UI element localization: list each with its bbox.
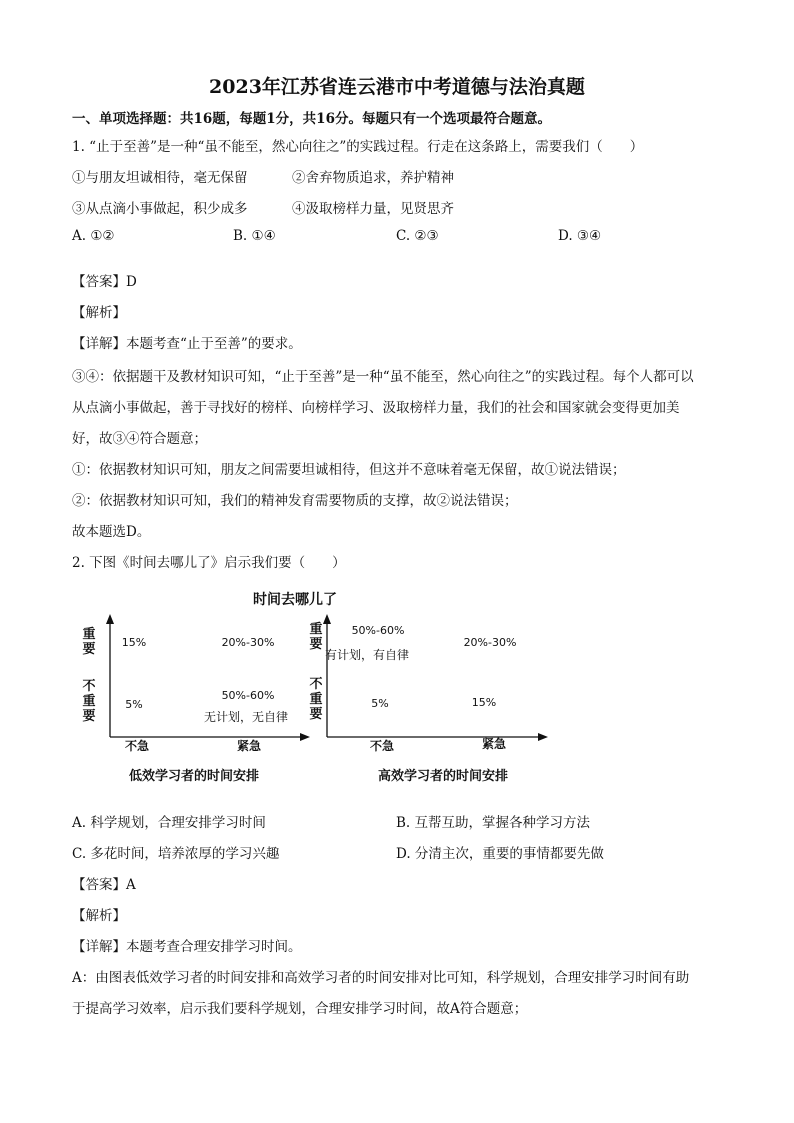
left-panel-caption: 低效学习者的时间安排 [128, 769, 260, 784]
q2-option-a: A. 科学规划，合理安排学习时间 [72, 815, 266, 831]
left-x-label-not-urgent: 不急 [124, 739, 150, 753]
cell-note: 无计划，无自律 [203, 710, 289, 724]
vertical-axis-labels [82, 621, 322, 724]
q2-option-d: D. 分清主次，重要的事情都要先做 [396, 846, 604, 862]
page-title: 2023年江苏省连云港市中考道德与法治真题 [209, 76, 585, 98]
q1-explanation-line: ③④：依据题干及教材知识可知，“止于至善”是一种“虽不能至，然心向往之”的实践过程。每个人都可以 [72, 369, 694, 385]
q1-item-3: ③从点滴小事做起，积少成多 [72, 201, 248, 217]
left-x-label-urgent: 紧急 [236, 739, 262, 753]
cell-value: 15% [471, 696, 497, 709]
time-management-chart [70, 580, 560, 790]
q1-item-4: ④汲取榜样力量，见贤思齐 [292, 201, 454, 217]
right-panel-caption: 高效学习者的时间安排 [377, 769, 509, 784]
q1-item-2: ②舍弃物质追求，养护精神 [292, 170, 454, 186]
q2-explanation-line: 于提高学习效率，启示我们要科学规划，合理安排学习时间，故A符合题意； [72, 1001, 528, 1017]
q2-analysis-label: 【解析】 [72, 908, 126, 924]
q2-option-c: C. 多花时间，培养浓厚的学习兴趣 [72, 846, 280, 862]
q1-detail: 【详解】本题考查“止于至善”的要求。 [72, 336, 302, 352]
cell-value: 5% [371, 697, 389, 710]
cell-value: 20%-30% [463, 636, 517, 649]
q1-answer: 【答案】D [72, 274, 137, 290]
q2-answer: 【答案】A [72, 877, 136, 893]
chart-title: 时间去哪儿了 [253, 592, 337, 608]
cell-value: 15% [121, 636, 147, 649]
q1-analysis-label: 【解析】 [72, 305, 126, 321]
left-axis-not-important: 不重要 [82, 679, 96, 724]
right-x-label-urgent: 紧急 [481, 737, 507, 751]
q1-explanation-line: ②：依据教材知识可知，我们的精神发育需要物质的支撑，故②说法错误； [72, 493, 518, 509]
q1-stem: 1. “止于至善”是一种“虽不能至，然心向往之”的实践过程。行走在这条路上，需要我们（ ） [72, 139, 644, 155]
cell-value: 20%-30% [221, 636, 275, 649]
q1-option-c: C. ②③ [396, 228, 439, 244]
q2-stem: 2. 下图《时间去哪儿了》启示我们要（ ） [72, 555, 346, 571]
q1-option-a: A. ①② [72, 228, 115, 244]
q1-explanation-line: 好，故③④符合题意； [72, 431, 207, 447]
right-x-arrow [538, 733, 548, 741]
left-y-arrow [106, 614, 114, 624]
q1-option-d: D. ③④ [558, 228, 602, 244]
cell-value: 5% [125, 698, 143, 711]
right-x-label-not-urgent: 不急 [369, 739, 395, 753]
cell-note: 有计划，有自律 [324, 648, 410, 662]
right-axis-important: 重要 [309, 622, 323, 652]
q2-explanation-line: A：由图表低效学习者的时间安排和高效学习者的时间安排对比可知，科学规划，合理安排学习时间有助 [72, 970, 690, 986]
q2-detail: 【详解】本题考查合理安排学习时间。 [72, 939, 302, 955]
q1-explanation-line: ①：依据教材知识可知，朋友之间需要坦诚相待，但这并不意味着毫无保留，故①说法错误； [72, 462, 626, 478]
q1-item-1: ①与朋友坦诚相待，毫无保留 [72, 170, 248, 186]
right-y-arrow [323, 614, 331, 624]
right-axis-not-important: 不重要 [309, 677, 323, 722]
cell-value: 50%-60% [351, 624, 405, 637]
left-x-arrow [300, 733, 310, 741]
q1-conclusion: 故本题选D。 [72, 524, 151, 540]
q2-option-b: B. 互帮互助，掌握各种学习方法 [396, 815, 591, 831]
section-header: 一、单项选择题：共16题，每题1分，共16分。每题只有一个选项最符合题意。 [72, 111, 551, 127]
q1-explanation-line: 从点滴小事做起，善于寻找好的榜样、向榜样学习、汲取榜样力量，我们的社会和国家就会变得更加美 [72, 400, 680, 416]
cell-value: 50%-60% [221, 689, 275, 702]
q1-option-b: B. ①④ [233, 228, 276, 244]
left-axis-important: 重要 [82, 627, 96, 657]
